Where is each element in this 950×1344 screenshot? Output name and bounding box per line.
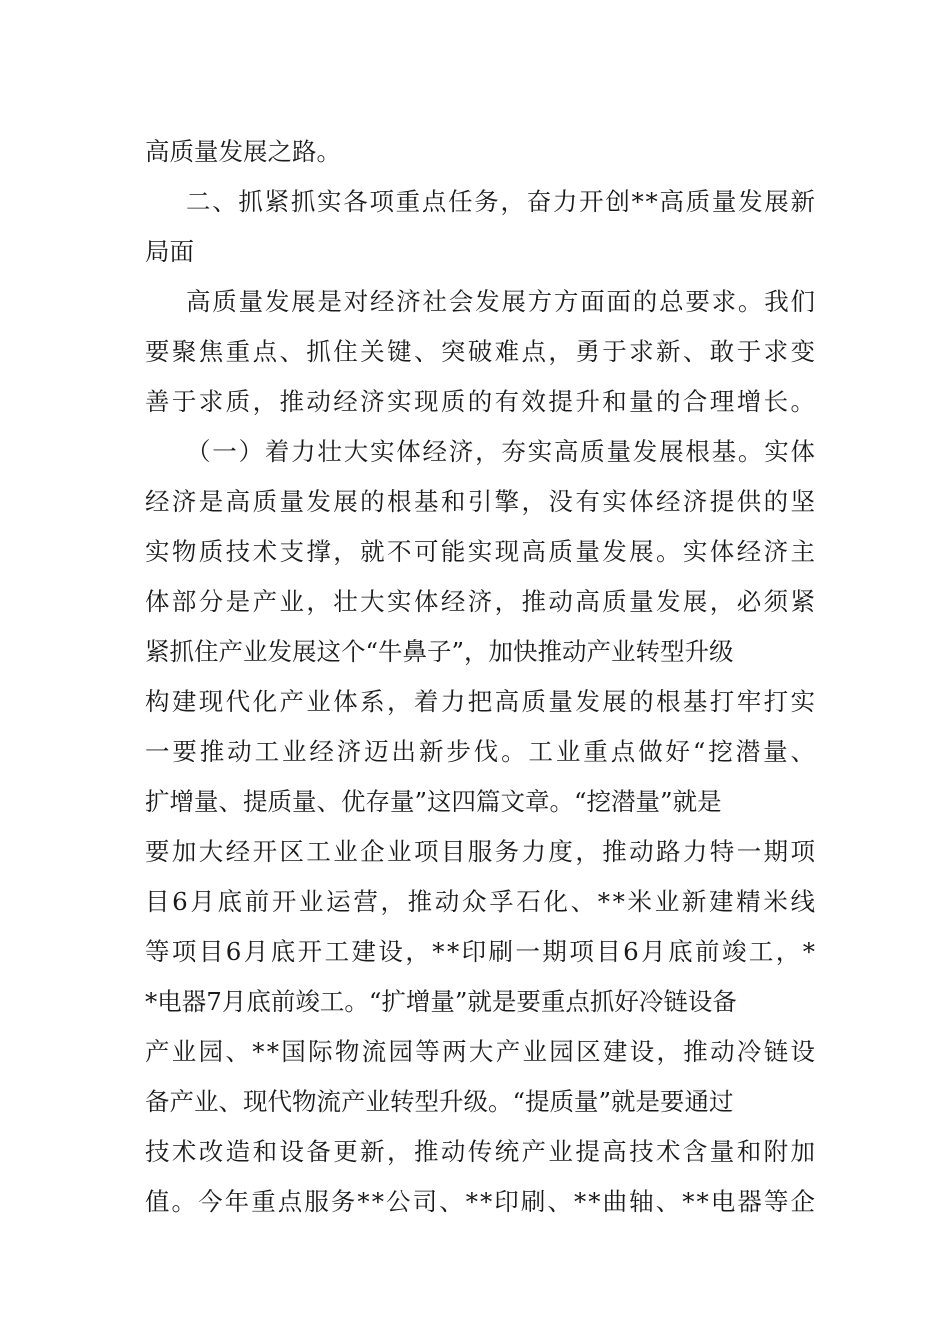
section-heading-line: 二、抓紧抓实各项重点任务，奋力开创**高质量发展新 (186, 187, 817, 216)
text-line: 等项目6月底开工建设，**印刷一期项目6月底前竣工，* (145, 937, 818, 966)
subsection-heading-line: （一）着力壮大实体经济，夯实高质量发展根基。实体 (186, 437, 817, 466)
text-line: 技术改造和设备更新，推动传统产业提高技术含量和附加 (145, 1137, 818, 1166)
text-line: 高质量发展之路。 (145, 137, 341, 166)
text-line: 实物质技术支撑，就不可能实现高质量发展。实体经济主 (145, 537, 818, 566)
text-line: 扩增量、提质量、优存量”这四篇文章。“挖潜量”就是 (145, 787, 722, 816)
text-line: 一要推动工业经济迈出新步伐。工业重点做好“挖潜量、 (145, 737, 818, 766)
text-line: 备产业、现代物流产业转型升级。“提质量”就是要通过 (145, 1087, 734, 1116)
text-line: 高质量发展是对经济社会发展方方面面的总要求。我们 (186, 287, 817, 316)
text-line: 紧抓住产业发展这个“牛鼻子”，加快推动产业转型升级 (145, 637, 734, 666)
text-line: 善于求质，推动经济实现质的有效提升和量的合理增长。 (145, 387, 818, 416)
text-line: 产业园、**国际物流园等两大产业园区建设，推动冷链设 (145, 1037, 818, 1066)
text-line: 要加大经开区工业企业项目服务力度，推动路力特一期项 (145, 837, 818, 866)
text-line: 要聚焦重点、抓住关键、突破难点，勇于求新、敢于求变 (145, 337, 818, 366)
text-line: 值。今年重点服务**公司、**印刷、**曲轴、**电器等企 (145, 1187, 818, 1216)
text-line: 体部分是产业，壮大实体经济，推动高质量发展，必须紧 (145, 587, 818, 616)
section-heading-line: 局面 (145, 237, 194, 266)
text-line: 构建现代化产业体系，着力把高质量发展的根基打牢打实 (145, 687, 818, 716)
text-line: *电器7月底前竣工。“扩增量”就是要重点抓好冷链设备 (145, 987, 737, 1016)
text-line: 经济是高质量发展的根基和引擎，没有实体经济提供的坚 (145, 487, 818, 516)
text-line: 目6月底前开业运营，推动众孚石化、**米业新建精米线 (145, 887, 818, 916)
